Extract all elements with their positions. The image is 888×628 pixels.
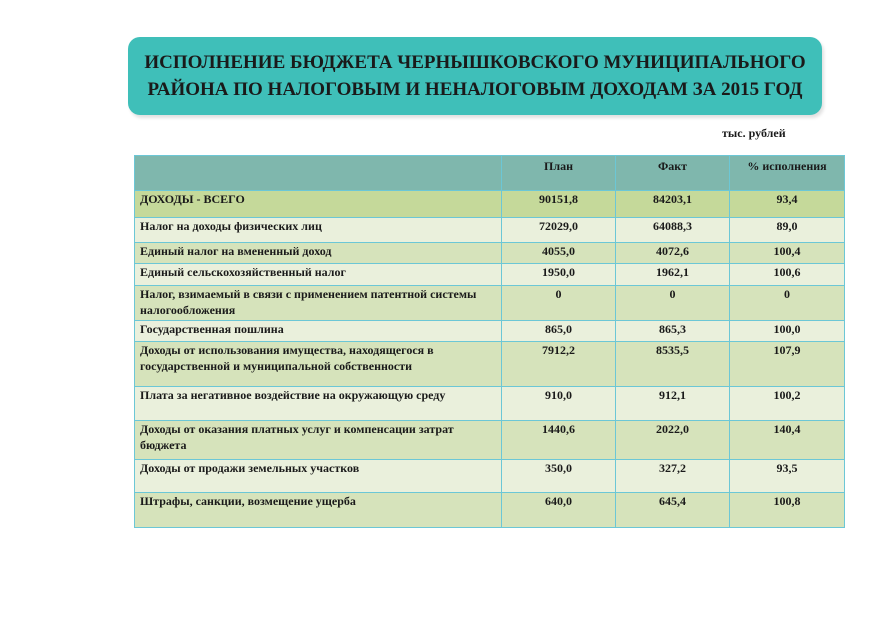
table-row [135, 286, 845, 321]
row-fact: 327,2 [616, 460, 730, 493]
row-plan: 4055,0 [502, 243, 616, 264]
row-name: ДОХОДЫ - ВСЕГО [135, 191, 502, 218]
title-line-2: РАЙОНА ПО НАЛОГОВЫМ И НЕНАЛОГОВЫМ ДОХОДАМ ЗА 2015 ГОД [147, 79, 803, 100]
row-name: Доходы от оказания платных услуг и компенсации затрат бюджета [135, 421, 502, 460]
row-plan: 1440,6 [502, 421, 616, 460]
row-plan: 865,0 [502, 321, 616, 342]
row-percent: 93,4 [730, 191, 845, 218]
row-name: Плата за негативное воздействие на окружающую среду [135, 387, 502, 421]
title-line-1: ИСПОЛНЕНИЕ БЮДЖЕТА ЧЕРНЫШКОВСКОГО МУНИЦИПАЛЬНОГО [144, 52, 806, 73]
row-percent: 140,4 [730, 421, 845, 460]
units-label: тыс. рублей [722, 126, 786, 140]
table-row [135, 321, 845, 342]
row-percent: 0 [730, 286, 845, 321]
row-plan: 910,0 [502, 387, 616, 421]
table-row-total [135, 191, 845, 218]
table-row [135, 243, 845, 264]
row-percent: 89,0 [730, 218, 845, 243]
row-percent: 100,6 [730, 264, 845, 286]
row-plan: 350,0 [502, 460, 616, 493]
row-plan: 640,0 [502, 493, 616, 528]
table-header-row [135, 156, 845, 191]
row-name: Государственная пошлина [135, 321, 502, 342]
row-fact: 865,3 [616, 321, 730, 342]
table-row [135, 342, 845, 387]
row-percent: 93,5 [730, 460, 845, 493]
row-percent: 100,0 [730, 321, 845, 342]
row-percent: 100,2 [730, 387, 845, 421]
budget-table [134, 155, 845, 528]
header-plan: План [502, 156, 616, 191]
row-fact: 912,1 [616, 387, 730, 421]
table-row [135, 421, 845, 460]
row-percent: 107,9 [730, 342, 845, 387]
row-name: Штрафы, санкции, возмещение ущерба [135, 493, 502, 528]
row-fact: 0 [616, 286, 730, 321]
table-row [135, 264, 845, 286]
row-name: Единый сельскохозяйственный налог [135, 264, 502, 286]
header-fact: Факт [616, 156, 730, 191]
row-fact: 8535,5 [616, 342, 730, 387]
row-name: Налог на доходы физических лиц [135, 218, 502, 243]
row-name: Единый налог на вмененный доход [135, 243, 502, 264]
title-banner [128, 37, 822, 115]
row-percent: 100,8 [730, 493, 845, 528]
header-name [135, 156, 502, 191]
row-fact: 2022,0 [616, 421, 730, 460]
row-name: Доходы от использования имущества, находящегося в государственной и муниципальной собственности [135, 342, 502, 387]
header-percent: % исполнения [730, 156, 845, 191]
row-fact: 1962,1 [616, 264, 730, 286]
row-fact: 84203,1 [616, 191, 730, 218]
table-row [135, 493, 845, 528]
row-fact: 64088,3 [616, 218, 730, 243]
page-title [135, 49, 815, 103]
row-name: Доходы от продажи земельных участков [135, 460, 502, 493]
row-fact: 645,4 [616, 493, 730, 528]
row-plan: 1950,0 [502, 264, 616, 286]
row-plan: 7912,2 [502, 342, 616, 387]
table-row [135, 387, 845, 421]
row-percent: 100,4 [730, 243, 845, 264]
row-plan: 0 [502, 286, 616, 321]
table-row [135, 218, 845, 243]
row-plan: 90151,8 [502, 191, 616, 218]
row-fact: 4072,6 [616, 243, 730, 264]
row-name: Налог, взимаемый в связи с применением патентной системы налогообложения [135, 286, 502, 321]
row-plan: 72029,0 [502, 218, 616, 243]
table-row [135, 460, 845, 493]
